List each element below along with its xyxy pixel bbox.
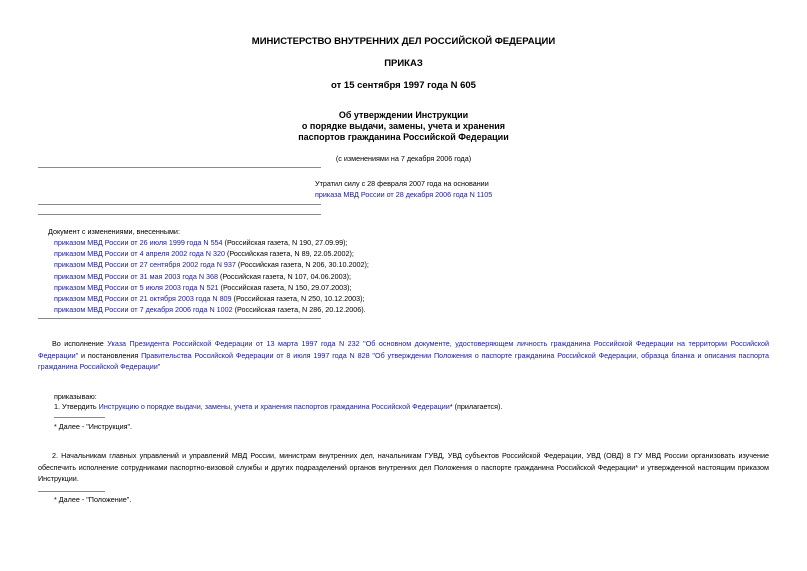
item-2-paragraph: 2. Начальникам главных управлений и управлений МВД России, министрам внутренних дел, начальникам ГУВД, УВД субъектов Российской Федерации, УВД (ОВД) 8 ГУ МВД России организовать изучение обеспечить исполнение сотрудниками паспортно-визовой службы и других подразделений органов внутренних дел Положения о паспорте гражданина Российской Федерации* и утвержденной настоящим приказом Инструкции. [38,451,769,484]
status-link[interactable]: приказа МВД России от 28 декабря 2006 года N 1105 [315,190,493,200]
change-link[interactable]: приказом МВД России от 21 октября 2003 года N 809 [54,294,232,304]
change-link[interactable]: приказом МВД России от 4 апреля 2002 года N 320 [54,249,225,259]
doc-date: от 15 сентября 1997 года N 605 [331,80,476,91]
footnote-1: * Далее - "Инструкция". [54,422,133,431]
footnote-divider [38,491,105,492]
list-item: приказом МВД России от 27 сентября 2002 года N 937 (Российская газета, N 206, 30.10.2002); [54,260,369,270]
change-link[interactable]: приказом МВД России от 5 июля 2003 года N 521 [54,282,219,292]
status-line: Утратил силу с 28 февраля 2007 года на основании [315,179,489,188]
ministry-title: МИНИСТЕРСТВО ВНУТРЕННИХ ДЕЛ РОССИЙСКОЙ ФЕДЕРАЦИИ [251,36,556,47]
orders-label: приказываю: [54,392,97,401]
divider [38,204,321,205]
change-link[interactable]: приказом МВД России от 26 июля 1999 года N 554 [54,238,223,247]
preamble-paragraph: Во исполнение Указа Президента Российской Федерации от 13 марта 1997 года N 232 "Об основном документе, удостоверяющем личность гражданина Российской Федерации на территории Российской Федерации" и постановления Правительства Российской Федерации от 8 июля 1997 года N 828 "Об утверждении Положения о паспорте гражданина Российской Федерации, образца бланка и описания паспорта гражданина Российской Федерации" [38,339,770,372]
list-item: приказом МВД России от 21 октября 2003 года N 809 (Российская газета, N 250, 10.12.2003); [54,294,365,304]
doc-type: ПРИКАЗ [384,58,423,69]
list-item: приказом МВД России от 4 апреля 2002 года N 320 (Российская газета, N 89, 22.05.2002); [54,249,354,259]
list-item: приказом МВД России от 31 мая 2003 года N 368 (Российская газета, N 107, 04.06.2003); [54,271,352,281]
resolution-link[interactable]: Правительства Российской Федерации от 8 июля 1997 года N 828 "Об утверждении Положения о паспорте гражданина Российской Федерации, образца бланка и описания паспорта гражданина Российской Федерации" [38,350,770,372]
list-item: приказом МВД России от 7 декабря 2006 года N 1002 (Российская газета, N 286, 20.12.2006). [54,305,366,315]
change-link[interactable]: приказом МВД России от 31 мая 2003 года N 368 [54,271,219,281]
changes-intro: Документ с изменениями, внесенными: [48,227,180,236]
title-line-3: паспортов гражданина Российской Федерации [298,132,509,142]
status-block [315,178,515,200]
divider [38,214,321,215]
title-line-1: Об утверждении Инструкции [338,110,469,120]
decree-link[interactable]: Указа Президента Российской Федерации от 13 марта 1997 года N 232 "Об основном документе, удостоверяющем личность гражданина Российской Федерации на территории Российской Федерации" [38,339,769,360]
title-line-2: о порядке выдачи, замены, учета и хранения [301,121,506,131]
footnote-divider [54,417,105,418]
list-item: приказом МВД России от 26 июля 1999 года N 554 (Российская газета, N 190, 27.09.99); [54,238,348,247]
list-item: приказом МВД России от 5 июля 2003 года N 521 (Российская газета, N 150, 29.07.2003); [54,282,352,292]
instruction-link[interactable]: Инструкцию о порядке выдачи, замены, учета и хранения паспортов гражданина Российской Федерации [98,402,450,411]
item-1: 1. Утвердить Инструкцию о порядке выдачи, замены, учета и хранения паспортов гражданина Российской Федерации* (прилагается). [54,402,503,411]
doc-title [0,110,807,143]
changes-list [54,237,454,315]
divider [38,167,321,168]
change-link[interactable]: приказом МВД России от 27 сентября 2002 года N 937 [54,260,236,270]
amendment-note: (с изменениями на 7 декабря 2006 года) [335,154,472,163]
divider [38,318,321,319]
footnote-2: * Далее - "Положение". [54,495,132,504]
change-link[interactable]: приказом МВД России от 7 декабря 2006 года N 1002 [54,305,233,315]
